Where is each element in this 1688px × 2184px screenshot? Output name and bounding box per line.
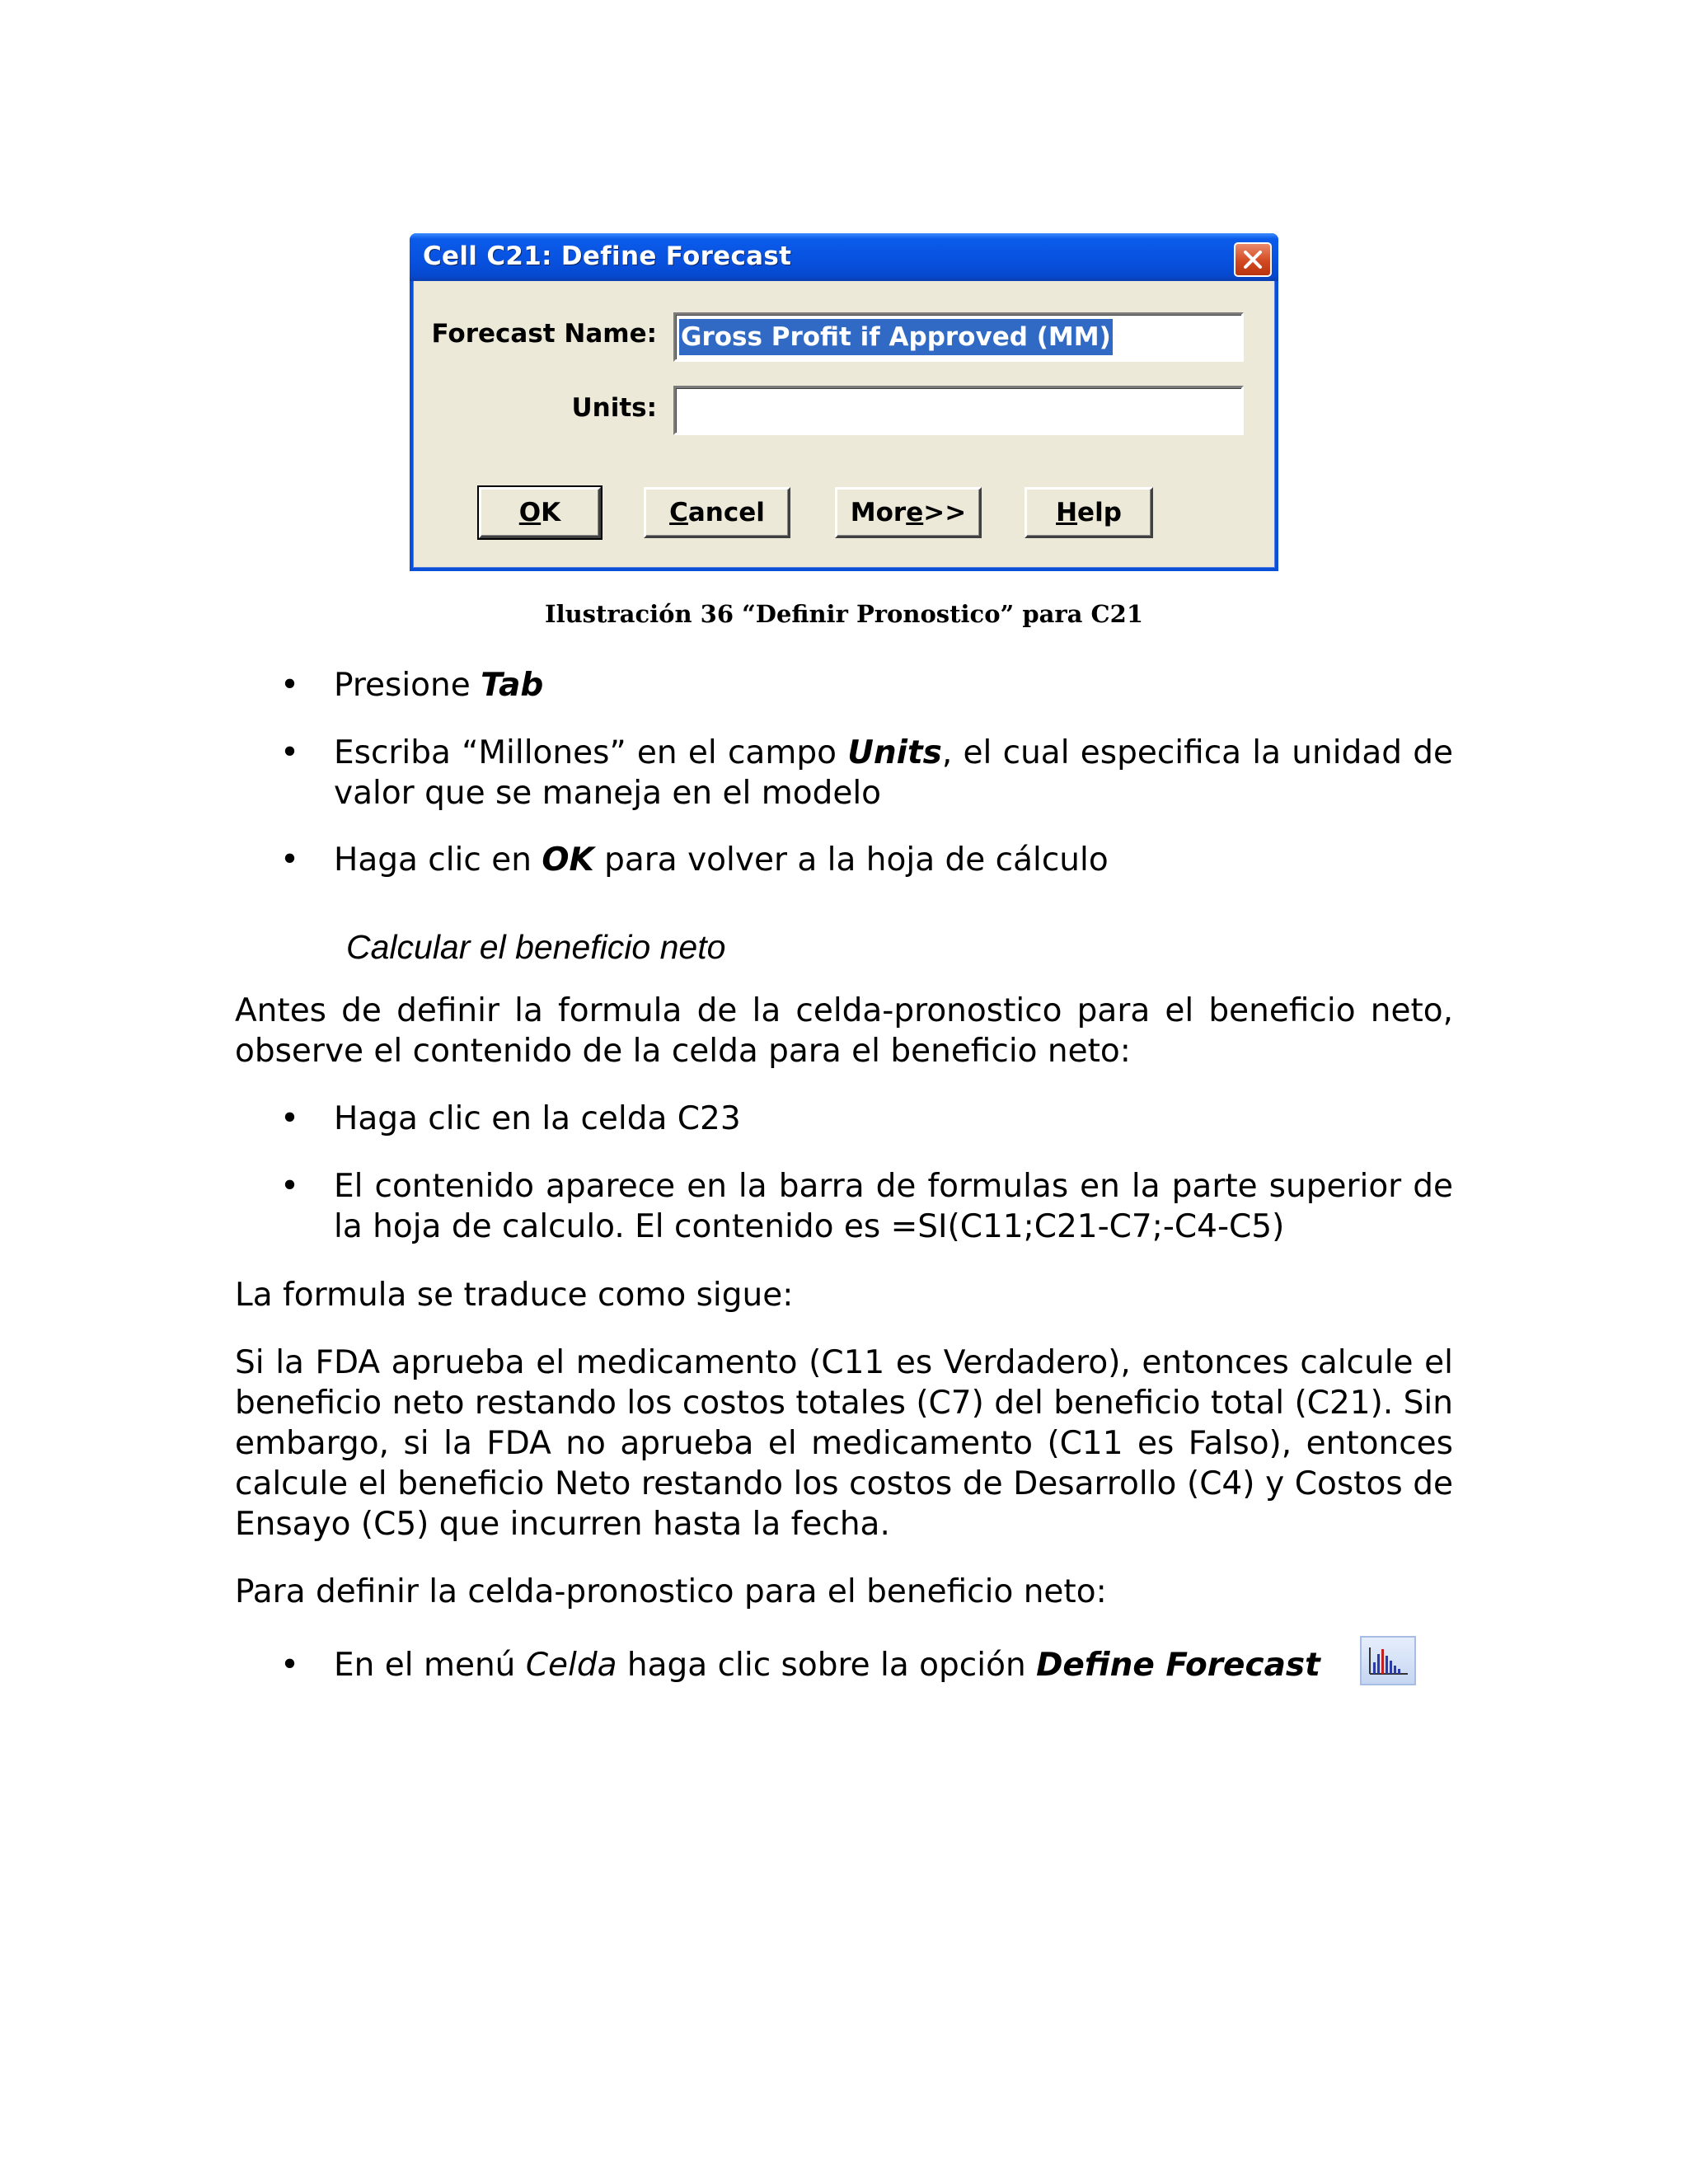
bullet-text: , el cual especifica la unidad de valor que se maneja en el modelo: [334, 734, 1453, 812]
more-mnemonic: e: [906, 498, 924, 527]
paragraph-intro: Antes de definir la formula de la celda-pronostico para el beneficio neto, observe el contenido de la celda para el beneficio neto:: [235, 992, 1453, 1070]
bullet-dot: •: [280, 1168, 300, 1205]
bullet-dot: •: [280, 667, 300, 704]
bullet-units: [334, 733, 1453, 813]
bar-chart-icon: [1360, 1636, 1416, 1685]
section-heading: Calcular el beneficio neto: [346, 928, 726, 966]
bullet-dot: •: [280, 734, 300, 771]
bullet-text: Presione: [334, 667, 481, 704]
bullet-emphasis: Define Forecast: [1036, 1647, 1320, 1684]
ok-label: K: [541, 498, 561, 527]
more-label-start: Mor: [850, 498, 907, 527]
dialog-titlebar[interactable]: [410, 233, 1278, 281]
close-icon: [1243, 250, 1263, 269]
bullet-click-ok: [334, 840, 1453, 880]
paragraph-formula-explanation: Si la FDA aprueba el medicamento (C11 es Verdadero), entonces calcule el beneficio neto restando los costos totales (C7) del beneficio total (C21). Sin embargo, si la FDA no aprueba el medicamento (C11 es Falso), entonces calcule el beneficio Neto restando los costos de Desarrollo (C4) y Costos de Ensayo (C5) que incurren hasta la fecha.: [235, 1344, 1453, 1543]
ok-mnemonic: O: [518, 498, 542, 527]
bullet-dot: •: [280, 1647, 300, 1684]
cancel-label: ancel: [687, 498, 765, 527]
bullet-formula: El contenido aparece en la barra de formulas en la parte superior de la hoja de calculo. El contenido es =SI(C11;C21-C7;-C4-C5): [334, 1168, 1453, 1245]
bullet-text: Haga clic en: [334, 841, 542, 879]
help-button[interactable]: [1025, 487, 1153, 538]
forecast-name-input[interactable]: [673, 312, 1244, 362]
bullet-emphasis: Units: [847, 734, 942, 771]
units-input[interactable]: [673, 386, 1244, 435]
bullet-emphasis: Tab: [481, 667, 544, 704]
cancel-button[interactable]: [644, 487, 790, 538]
forecast-name-label: Forecast Name:: [431, 319, 657, 349]
paragraph-define-net: Para definir la celda-pronostico para el beneficio neto:: [235, 1573, 1107, 1610]
paragraph-formula-intro: La formula se traduce como sigue:: [235, 1277, 794, 1314]
dialog-title: Cell C21: Define Forecast: [423, 241, 792, 271]
units-label: Units:: [571, 393, 657, 423]
bullet-dot: •: [280, 1100, 300, 1137]
bullet-click-c23: Haga clic en la celda C23: [334, 1100, 741, 1137]
more-button[interactable]: [835, 487, 982, 538]
more-label-end: >>: [923, 498, 967, 527]
define-forecast-dialog: [410, 233, 1278, 571]
bullet-text: Escriba “Millones” en el campo: [334, 734, 848, 771]
help-mnemonic: H: [1056, 498, 1078, 527]
bullet-press-tab: [334, 665, 1453, 705]
bullet-emphasis: OK: [542, 841, 594, 879]
bullet-text: haga clic sobre la opción: [617, 1647, 1037, 1684]
help-label: elp: [1077, 498, 1122, 527]
bullet-text: para volver a la hoja de cálculo: [593, 841, 1109, 879]
cancel-mnemonic: C: [669, 498, 688, 527]
figure-caption: Ilustración 36 “Definir Pronostico” para C21: [545, 600, 1143, 628]
bullet-define-forecast: [334, 1645, 1356, 1685]
menu-name: Celda: [525, 1647, 617, 1684]
close-button[interactable]: [1234, 242, 1272, 277]
forecast-name-value: Gross Profit if Approved (MM): [679, 319, 1113, 355]
bullet-text: En el menú: [334, 1647, 526, 1684]
bullet-dot: •: [280, 841, 300, 879]
ok-button[interactable]: [479, 487, 601, 538]
